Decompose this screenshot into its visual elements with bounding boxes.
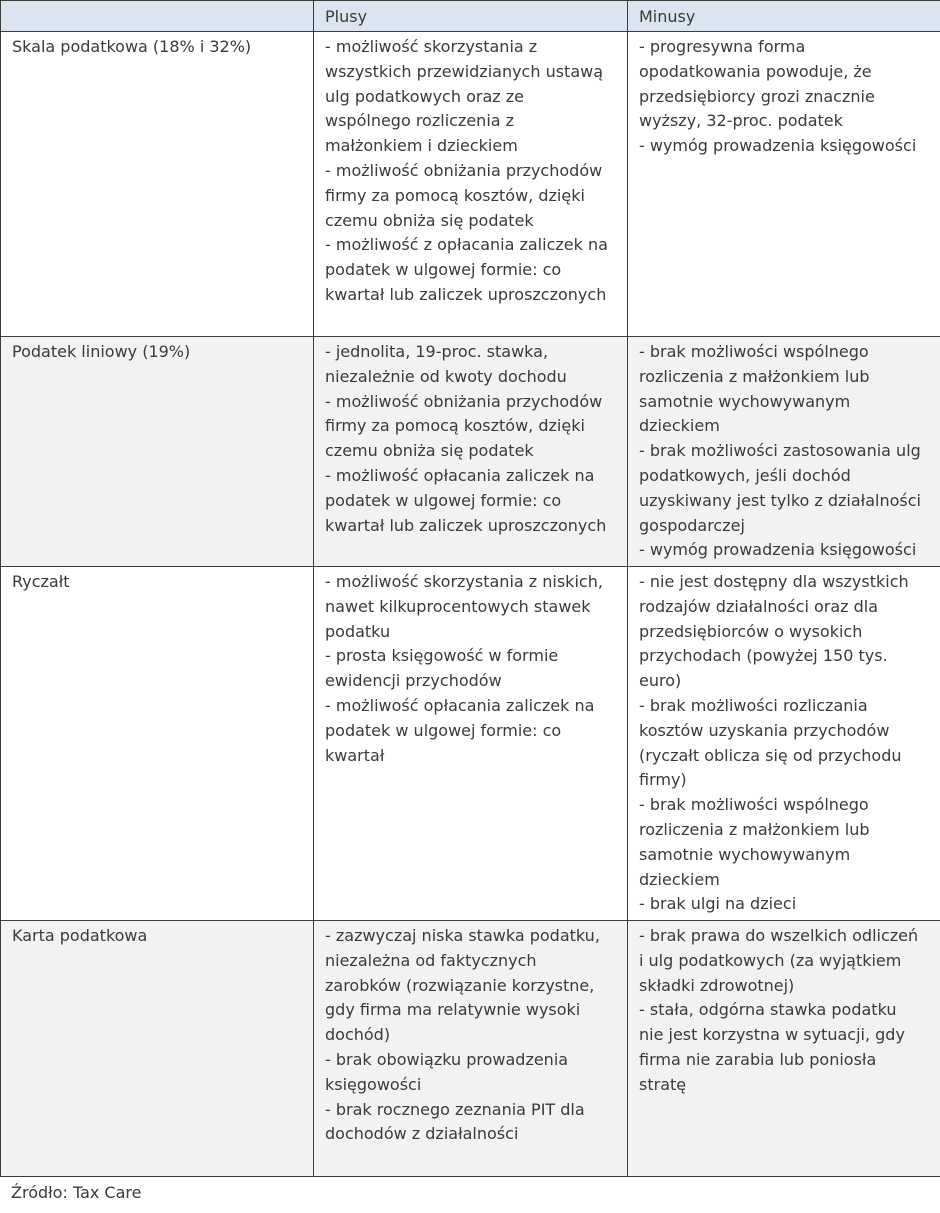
cell-text-line: czemu obniża się podatek bbox=[325, 210, 534, 230]
cell-text-line: rozliczenia z małżonkiem lub bbox=[639, 366, 870, 386]
cell-text-line: dochód) bbox=[325, 1025, 391, 1045]
minusy-cell bbox=[628, 337, 940, 567]
minusy-cell bbox=[628, 921, 940, 1177]
cell-text-line: czemu obniża się podatek bbox=[325, 441, 534, 461]
cell-text-line: wszystkich przewidzianych ustawą bbox=[325, 61, 604, 81]
cell-text-line: składki zdrowotnej) bbox=[639, 975, 795, 995]
cell-text-line: podatek w ulgowej formie: co bbox=[325, 720, 562, 740]
cell-text-line: przychodach (powyżej 150 tys. bbox=[639, 646, 888, 666]
cell-text-line: - progresywna forma bbox=[639, 37, 806, 56]
cell-text-line: kwartał lub zaliczek uproszczonych bbox=[325, 284, 607, 304]
cell-text-line: firmy) bbox=[639, 770, 687, 790]
cell-text-line: - brak możliwości wspólnego bbox=[639, 342, 869, 361]
minusy-cell bbox=[628, 32, 940, 337]
cell-text-line: kwartał lub zaliczek uproszczonych bbox=[325, 515, 607, 535]
cell-text-line: wyższy, 32-proc. podatek bbox=[639, 111, 843, 131]
cell-text-line: - możliwość obniżania przychodów bbox=[325, 391, 603, 411]
plusy-cell bbox=[314, 567, 628, 921]
header-cell-minusy: Minusy bbox=[628, 1, 940, 32]
cell-text-line: firmy za pomocą kosztów, dzięki bbox=[325, 185, 585, 205]
cell-text-line: firma nie zarabia lub poniosła bbox=[639, 1049, 877, 1069]
cell-text-line: - nie jest dostępny dla wszystkich bbox=[639, 572, 909, 591]
cell-text-line: podatek w ulgowej formie: co bbox=[325, 260, 562, 280]
cell-text-line: - zazwyczaj niska stawka podatku, bbox=[325, 926, 600, 945]
row-name-cell: Podatek liniowy (19%) bbox=[1, 337, 314, 567]
cell-text-line: dochodów z działalności bbox=[325, 1124, 519, 1144]
cell-text-line: gdy firma ma relatywnie wysoki bbox=[325, 1000, 581, 1020]
cell-text-line: - możliwość z opłacania zaliczek na bbox=[325, 235, 608, 255]
source-note: Źródło: Tax Care bbox=[11, 1183, 142, 1202]
table-row bbox=[1, 337, 940, 567]
table-header-row bbox=[1, 1, 940, 32]
cell-text-line: niezależna od faktycznych bbox=[325, 950, 537, 970]
cell-text-line: - prosta księgowość w formie bbox=[325, 646, 559, 666]
cell-text-line: - brak możliwości rozliczania bbox=[639, 695, 868, 715]
table-row bbox=[1, 567, 940, 921]
cell-text-line: rodzajów działalności oraz dla bbox=[639, 596, 879, 616]
cell-text-line: kosztów uzyskania przychodów bbox=[639, 720, 890, 740]
cell-text-line: - brak obowiązku prowadzenia bbox=[325, 1049, 569, 1069]
cell-text-line: - wymóg prowadzenia księgowości bbox=[639, 540, 917, 560]
cell-text-line: - możliwość skorzystania z bbox=[325, 37, 538, 56]
plusy-cell bbox=[314, 921, 628, 1177]
table-row bbox=[1, 921, 940, 1177]
cell-text-line: dzieckiem bbox=[639, 416, 720, 436]
plusy-cell bbox=[314, 337, 628, 567]
cell-text-line: nie jest korzystna w sytuacji, gdy bbox=[639, 1025, 905, 1045]
table-row bbox=[1, 32, 940, 337]
cell-text-line: (ryczałt oblicza się od przychodu bbox=[639, 745, 902, 765]
cell-text-line: i ulg podatkowych (za wyjątkiem bbox=[639, 950, 902, 970]
minusy-cell bbox=[628, 567, 940, 921]
cell-text-line: ulg podatkowych oraz ze bbox=[325, 86, 524, 106]
cell-text-line: gospodarczej bbox=[639, 515, 745, 535]
cell-text-line: - brak rocznego zeznania PIT dla bbox=[325, 1099, 585, 1119]
cell-text-line: stratę bbox=[639, 1074, 687, 1094]
row-name-cell: Ryczałt bbox=[1, 567, 314, 921]
cell-text-line: księgowości bbox=[325, 1074, 422, 1094]
cell-text-line: samotnie wychowywanym bbox=[639, 844, 851, 864]
cell-text-line: podatkowych, jeśli dochód bbox=[639, 465, 851, 485]
cell-text-line: podatku bbox=[325, 621, 391, 641]
cell-text-line: dzieckiem bbox=[639, 869, 720, 889]
cell-text-line: firmy za pomocą kosztów, dzięki bbox=[325, 416, 585, 436]
cell-text-line: - możliwość obniżania przychodów bbox=[325, 160, 603, 180]
cell-text-line: samotnie wychowywanym bbox=[639, 391, 851, 411]
plusy-cell bbox=[314, 32, 628, 337]
cell-text-line: - możliwość skorzystania z niskich, bbox=[325, 572, 603, 591]
cell-text-line: wspólnego rozliczenia z bbox=[325, 111, 515, 131]
header-cell-plusy: Plusy bbox=[314, 1, 628, 32]
cell-text-line: euro) bbox=[639, 671, 682, 691]
header-cell-empty bbox=[1, 1, 314, 32]
cell-text-line: przedsiębiorcy grozi znacznie bbox=[639, 86, 875, 106]
cell-text-line: nawet kilkuprocentowych stawek bbox=[325, 596, 591, 616]
cell-text-line: uzyskiwany jest tylko z działalności bbox=[639, 490, 921, 510]
cell-text-line: podatek w ulgowej formie: co bbox=[325, 490, 562, 510]
cell-text-line: - możliwość opłacania zaliczek na bbox=[325, 465, 595, 485]
cell-text-line: kwartał bbox=[325, 745, 385, 765]
cell-text-line: - stała, odgórna stawka podatku bbox=[639, 1000, 897, 1020]
cell-text-line: zarobków (rozwiązanie korzystne, bbox=[325, 975, 595, 995]
cell-text-line: - możliwość opłacania zaliczek na bbox=[325, 695, 595, 715]
cell-text-line: - brak możliwości zastosowania ulg bbox=[639, 441, 921, 461]
cell-text-line: przedsiębiorców o wysokich bbox=[639, 621, 863, 641]
cell-text-line: - brak ulgi na dzieci bbox=[639, 894, 797, 914]
cell-text-line: ewidencji przychodów bbox=[325, 671, 502, 691]
cell-text-line: opodatkowania powoduje, że bbox=[639, 61, 872, 81]
cell-text-line: - wymóg prowadzenia księgowości bbox=[639, 136, 917, 156]
cell-text-line: - jednolita, 19-proc. stawka, bbox=[325, 342, 549, 361]
row-name-cell: Skala podatkowa (18% i 32%) bbox=[1, 32, 314, 337]
cell-text-line: rozliczenia z małżonkiem lub bbox=[639, 819, 870, 839]
cell-text-line: - brak prawa do wszelkich odliczeń bbox=[639, 926, 919, 945]
cell-text-line: - brak możliwości wspólnego bbox=[639, 795, 869, 815]
row-name-cell: Karta podatkowa bbox=[1, 921, 314, 1177]
cell-text-line: małżonkiem i dzieckiem bbox=[325, 136, 518, 156]
cell-text-line: niezależnie od kwoty dochodu bbox=[325, 366, 567, 386]
